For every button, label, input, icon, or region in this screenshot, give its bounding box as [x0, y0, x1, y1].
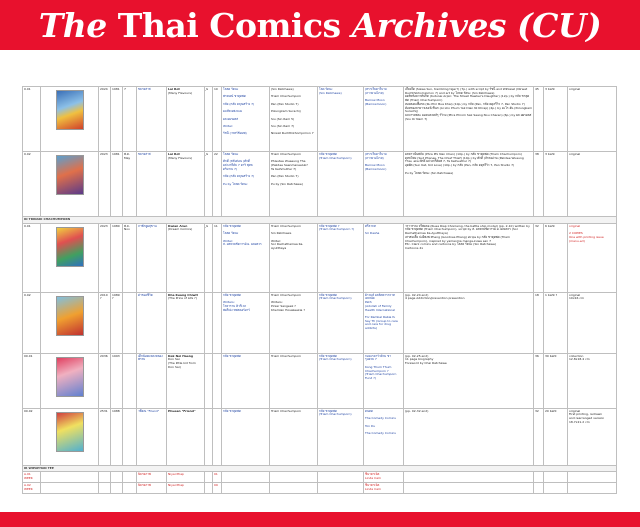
- publisher-house: ผ้าวมห์ ผลลิตหารกวาท เคลณ์ด Path (Adolish of Family Health International For Rambel Rabia fu Say Th (Group to care and care for drug addicts): [364, 292, 404, 353]
- row-id: 0.01: [23, 87, 41, 152]
- cover-cell: [41, 152, 99, 217]
- row-id-text: A.02: [24, 483, 31, 488]
- issue-date: พ.ย. Nov: [123, 223, 137, 292]
- artists-roman: Triam Chachumporn Phisutee Wueeung Tha (Pakdee Saenmaneeluk? Ta Keihmuthsr 7) Pan (Pan Studio 7) Pu by (Sin Ratchawe): [270, 152, 318, 217]
- issue-number: 09: [213, 483, 222, 494]
- publisher: กลัย ชาตุดพด (Triam Chachumporn): [318, 353, 364, 408]
- year-be: 2023: [99, 223, 111, 292]
- cover-cell: [41, 223, 99, 292]
- year-be: 2036: [99, 353, 111, 408]
- artists-roman: (Sin Ratchawe) Triam Chachumporn Pan (Pan Studio 7) Polungkam Surachij Siu (Sin Ram 5) Siu (Sin Ram 7) Nirwat Ruchthikhomjomon 7: [270, 87, 318, 152]
- empty-cell: [222, 472, 270, 483]
- title-romanized: Kwian Arun: [168, 223, 188, 228]
- publisher-house: ตนตด The Comedy Comics Ton Du The Comedy Comics: [364, 408, 404, 465]
- year-ce: 1988: [111, 408, 123, 465]
- empty-cell: [568, 472, 617, 483]
- price: 3 baht: [544, 152, 568, 217]
- title-archives: Archives: [351, 5, 506, 45]
- price: 1 baht ?: [544, 292, 568, 353]
- row-id: [23, 472, 41, 483]
- artists-thai: โลลด รัตนะ ศักดิ์ (สลับก่อน (ศักดิ์ ผล่วงกรีต์ย 7 ดาริ พุทธ ดริมาณ 7) กลัย (กลัย คลุณสร้าง 7) Pu by โลลด รัตนะ: [222, 152, 270, 217]
- issue-number: 01: [213, 472, 222, 483]
- title-romanized: Lai Rot: [168, 87, 180, 91]
- page-count: 32: [534, 408, 544, 465]
- issue-date: [123, 292, 137, 353]
- artists-thai: กลัย ชาตุดพด: [222, 408, 270, 465]
- row-id: [23, 483, 41, 494]
- row-id: 00.01: [23, 353, 41, 408]
- description: วราวรรณ จรีพผลอ (Ruea Riap Chonlaing, the battle ship model) (pp. 2-10) written by กลัย ชาตุดพด (Triam Chachumporn), script by ส. ผลทวยชัดวารผ์ ผ. ผลผลวร (Sor Rachathamaa Ka.Ayutthaya) เสาสมเตี้ย ปะผีพงพ Pheng (Goodnes Phang) strips by กลัย ชาตุดพด (Triam Chachumporn), inspired by yamaoma manga-kuwa san 7 Etc. Clark comics and cartoons by โลลด รัตนะ (Sin Ratchawe) Cartoons 4x: [404, 223, 534, 292]
- empty-cell: [111, 483, 123, 494]
- empty-cell: [205, 472, 213, 483]
- description: (pp. 02-25 end) 11 page biography Foreword by Chai Ratchawe: [404, 353, 534, 408]
- title-english: (Dream Comics): [168, 227, 193, 232]
- publisher-house: กองแรคาร์วดิวม ชา รุนยวย 7 Kong Thum Thum Chachumporn ? (Triam Chachumporn Fund ?): [364, 353, 404, 408]
- description: (pp. 02-24 end) 4 page Addiction/prevention presention: [404, 292, 534, 353]
- publisher-house: ซีนาคาเนิล Linda Cam: [364, 483, 404, 494]
- cover-cell: [41, 87, 99, 152]
- comic-cover-image[interactable]: [56, 296, 84, 336]
- year-be: 2010 ?: [99, 292, 111, 353]
- footer-bar: [0, 512, 640, 527]
- row-id: 00.02: [23, 408, 41, 465]
- description: เลี้ยงจิ๊ด (Siaws Sun, trembling tiger?) (7p.) with script by รัชนี and Wihlaiwi (Nirwat Ruchthikhomjomon 7) and art by โลลด รัตนะ (Sin Ratchawe) ผดลิทร้อยวาทันกิต (Kutunai Arpin: The Street Hawker's Daughter) (12p.) by กลัย ชาตุดพด (Triam Chachumporn) หอยลอยเฟื้อรด (Ru Phri Bua Khai) (10p.) by กลัย (Pan, กลัย ดดุลรีวิว 7, Pan Studio 7) ค้อยของลายาวเลอจ๊ะซีนภ (Ai Lho Phum Yak Dian Ni Khrap) (4p.) by ผะโร ฮัน (Polungkam Surachij) มลจารยพละ ผอคนลวตส์รุ รัวิวม (Phra Phrom Sak Saang Nou Charen) (6p.) by ผล ผผรผลส (Siu Or Nam 7): [404, 87, 534, 152]
- empty-cell: [568, 483, 617, 494]
- category: [205, 292, 213, 353]
- table-row: [23, 223, 617, 292]
- empty-cell: [404, 483, 534, 494]
- notes: collection 12.8x18.4 cm: [568, 353, 617, 408]
- year-ce: 1981: [111, 87, 123, 152]
- title-roman: [167, 292, 205, 353]
- title-romanized: Dek Noi Haeng: [168, 353, 194, 358]
- price: 6 baht: [544, 223, 568, 292]
- notes: original: [568, 87, 617, 152]
- empty-cell: [544, 483, 568, 494]
- year-ce: 1981: [111, 152, 123, 217]
- empty-cell: [534, 472, 544, 483]
- notes: original: [568, 152, 617, 217]
- empty-cell: [123, 472, 137, 483]
- section-header-chachumporn: [23, 217, 617, 224]
- title-thai: วพีธณ "Friend": [137, 408, 167, 465]
- title-roman: Niyai Phap: [167, 483, 205, 494]
- table-row: [23, 472, 617, 483]
- artists-thai: กลัย ชาตุดพด โลลด รัตนะ Writer: ส. ผลทวยชัดวารผ์ ผ. ผลผลวร: [222, 223, 270, 292]
- title-thai-comics: Thai Comics: [117, 5, 341, 45]
- notes: original 10x16 cm: [568, 292, 617, 353]
- title-roman: [167, 408, 205, 465]
- title-thai: ภาพ้าดูผสุขาน: [137, 223, 167, 292]
- artists-roman: Triam Chachumporn: [270, 353, 318, 408]
- empty-cell: [41, 483, 99, 494]
- title-cu: (CU): [517, 5, 602, 45]
- publisher: กลัย ชาตุดพด ? (Triam Chachumporn ?): [318, 223, 364, 292]
- empty-cell: [123, 483, 137, 494]
- table-row: [23, 408, 617, 465]
- comic-cover-image[interactable]: [56, 90, 84, 130]
- title-roman: Niyai Phap: [167, 472, 205, 483]
- title-english: (Many Flavours): [168, 155, 193, 160]
- issue-date: [123, 408, 137, 465]
- artists-roman: Triam Chachumporn Writers: Piniar Sangeek ? Khemlan Hosakeekia ?: [270, 292, 318, 353]
- year-ce: 1980: [111, 223, 123, 292]
- category: ุน: [205, 87, 213, 152]
- cover-cell: [41, 408, 99, 465]
- issue-number: [213, 408, 222, 465]
- page-count: 38: [534, 152, 544, 217]
- empty-cell: [318, 483, 364, 494]
- row-id: 0.01: [23, 223, 41, 292]
- issue-number: 22: [213, 152, 222, 217]
- title-english: (Many Flavours): [168, 90, 193, 95]
- empty-cell: [99, 472, 111, 483]
- title-roman: [167, 223, 205, 292]
- empty-cell: [270, 483, 318, 494]
- year-ce: 1989 ?: [111, 292, 123, 353]
- year-be: 2023: [99, 152, 111, 217]
- price: 20 baht: [544, 408, 568, 465]
- cover-cell: [41, 353, 99, 408]
- empty-cell: [270, 472, 318, 483]
- site-title: [39, 6, 602, 45]
- empty-cell: [404, 472, 534, 483]
- issue-number: [213, 292, 222, 353]
- table-row: [23, 292, 617, 353]
- title-thai: ขยายสาส: [137, 87, 167, 152]
- comic-cover-image[interactable]: [56, 155, 84, 195]
- title-thai: นิยายภาพ: [137, 472, 167, 483]
- publisher-house: (ทราเรียคาวีบาม (ลาวยวอไเรย) Barrow Moon (Barrowmoon): [364, 152, 404, 217]
- notes: original First printing, redrawn and rearranged version 18.7x21.2 cm: [568, 408, 617, 465]
- title-english: Don Sai (The little kid from Don Sai): [168, 357, 196, 369]
- empty-cell: [544, 472, 568, 483]
- issue-date: [123, 353, 137, 408]
- category: [205, 353, 213, 408]
- description: (pp. 02-32 end): [404, 408, 534, 465]
- section-header-wipaphan: [23, 465, 617, 472]
- empty-cell: [534, 483, 544, 494]
- issue-date: พ.ค. May: [123, 152, 137, 217]
- cover-cell: [41, 292, 99, 353]
- price: 30 baht: [544, 353, 568, 408]
- title-thai: เด็กน้อยแหลงหลองพรรม: [137, 353, 167, 408]
- title-thai: ค่าของซีวิต: [137, 292, 167, 353]
- year-ce: 1993: [111, 353, 123, 408]
- archive-table-wrap: [22, 86, 616, 492]
- page-count: 32: [534, 223, 544, 292]
- empty-cell: [41, 472, 99, 483]
- title-roman: [167, 152, 205, 217]
- artists-thai: โลลด รัตนะ พรหมณ์ ชาตุดพด กลัย (กลัย คลุณสร้าง 7) ผแบ๊ท ผพงจะผ ผล ผผรผลส Writer: รัชนี (วรทร์ช้อมพ): [222, 87, 270, 152]
- empty-cell: [111, 472, 123, 483]
- empty-cell: [222, 483, 270, 494]
- publisher-house: ซีนาคาเนิล Linda Cam: [364, 472, 404, 483]
- row-sub: WEEK: [24, 476, 33, 481]
- title-the: The: [38, 5, 107, 45]
- notes: original 2 COPIES One with printing issue (manu-ed): [568, 223, 617, 292]
- artists-thai: กลัย ชาตุดพด Writers: โรคาราม คิวรีเวล พผรีเย่ง ทพลคอร์ผาร์: [222, 292, 270, 353]
- issue-number: 10: [213, 87, 222, 152]
- title-romanized: Lai Rot: [168, 152, 180, 156]
- description: ผลทาวนั้นพลัม (Phra Phi Nan Chen) (10p.) by กลัย ชาตุดพด (Triam Chachumporn) ดุทลโพม (Sud Phanes, The Chief Thief) (10p.) by ศักดิ์ (ลักลงอ่วน (Pakdee Wuaung Thai, aka ศักดิ์ ผล่วงกรีต์ยพ 7, Ta Keihuathsr 7) อุดผ้ต (Sun Kat, Kid Love) (10p.) by กลัย (Pan, กลัย ดดุลรีวิว 7, Pan Studio 7) Pu by โลลด รัตนะ (Sin Ratchawe): [404, 152, 534, 217]
- publisher-house: (ทราเรียคาวีบาม (ลาวยวอไเรย) Barrow Moon (Barrowmoon): [364, 87, 404, 152]
- year-be: 2024: [99, 87, 111, 152]
- page-count: 45: [534, 87, 544, 152]
- year-be: 2531: [99, 408, 111, 465]
- publisher-house: ศรีลาถท Sri Dasha: [364, 223, 404, 292]
- page-count: 36: [534, 353, 544, 408]
- empty-cell: [99, 483, 111, 494]
- publisher: กลัย ชาตุดพด (Triam Chachumporn): [318, 408, 364, 465]
- table-row: [23, 87, 617, 152]
- publisher: กลัย ชาตุดพด (Triam Chachumporn): [318, 152, 364, 217]
- page-count: 18: [534, 292, 544, 353]
- title-roman: [167, 353, 205, 408]
- issue-number: 11: [213, 223, 222, 292]
- comic-cover-image[interactable]: [56, 412, 84, 452]
- publisher: กลัย ชาตุดพด (Triam Chachumporn): [318, 292, 364, 353]
- section-header-chachumporn-label: ID TRINAKI CHACHUMPORN: [23, 217, 617, 224]
- price: 3 baht: [544, 87, 568, 152]
- empty-cell: [318, 472, 364, 483]
- title-romanized: Kha Kuang Chiwit: [168, 292, 198, 297]
- table-row: [23, 353, 617, 408]
- category: [205, 408, 213, 465]
- comic-cover-image[interactable]: [56, 357, 84, 397]
- category: ุน: [205, 223, 213, 292]
- title-thai: ขยายสาส: [137, 152, 167, 217]
- row-id: 0.02: [23, 292, 41, 353]
- issue-date: 7: [123, 87, 137, 152]
- section-header-wipaphan-label: IR WIPAPHAN TEE: [23, 465, 617, 472]
- artists-roman: Triam Chachumporn Sin Ratchawe Writer: Sor Rachathamaa Ka. Ayutthaya: [270, 223, 318, 292]
- row-id-text: A.01: [24, 472, 31, 477]
- artists-roman: Triam Chachumporn: [270, 408, 318, 465]
- archive-table: [22, 86, 617, 494]
- comic-cover-image[interactable]: [56, 227, 84, 267]
- title-thai: นิยายภาพ: [137, 483, 167, 494]
- table-row: [23, 152, 617, 217]
- title-roman: [167, 87, 205, 152]
- title-romanized: Phuean "Friend": [168, 408, 196, 413]
- category: ุน: [205, 152, 213, 217]
- publisher: โลด รัตนะ (Sin Ratchawe): [318, 87, 364, 152]
- site-header: [0, 0, 640, 50]
- table-row: [23, 483, 617, 494]
- title-english: (The Price of Life ?): [168, 296, 197, 301]
- artists-thai: กลัย ชาตุดพด: [222, 353, 270, 408]
- issue-number: [213, 353, 222, 408]
- row-id: 0.02: [23, 152, 41, 217]
- row-sub: WEEK: [24, 487, 33, 492]
- empty-cell: [205, 483, 213, 494]
